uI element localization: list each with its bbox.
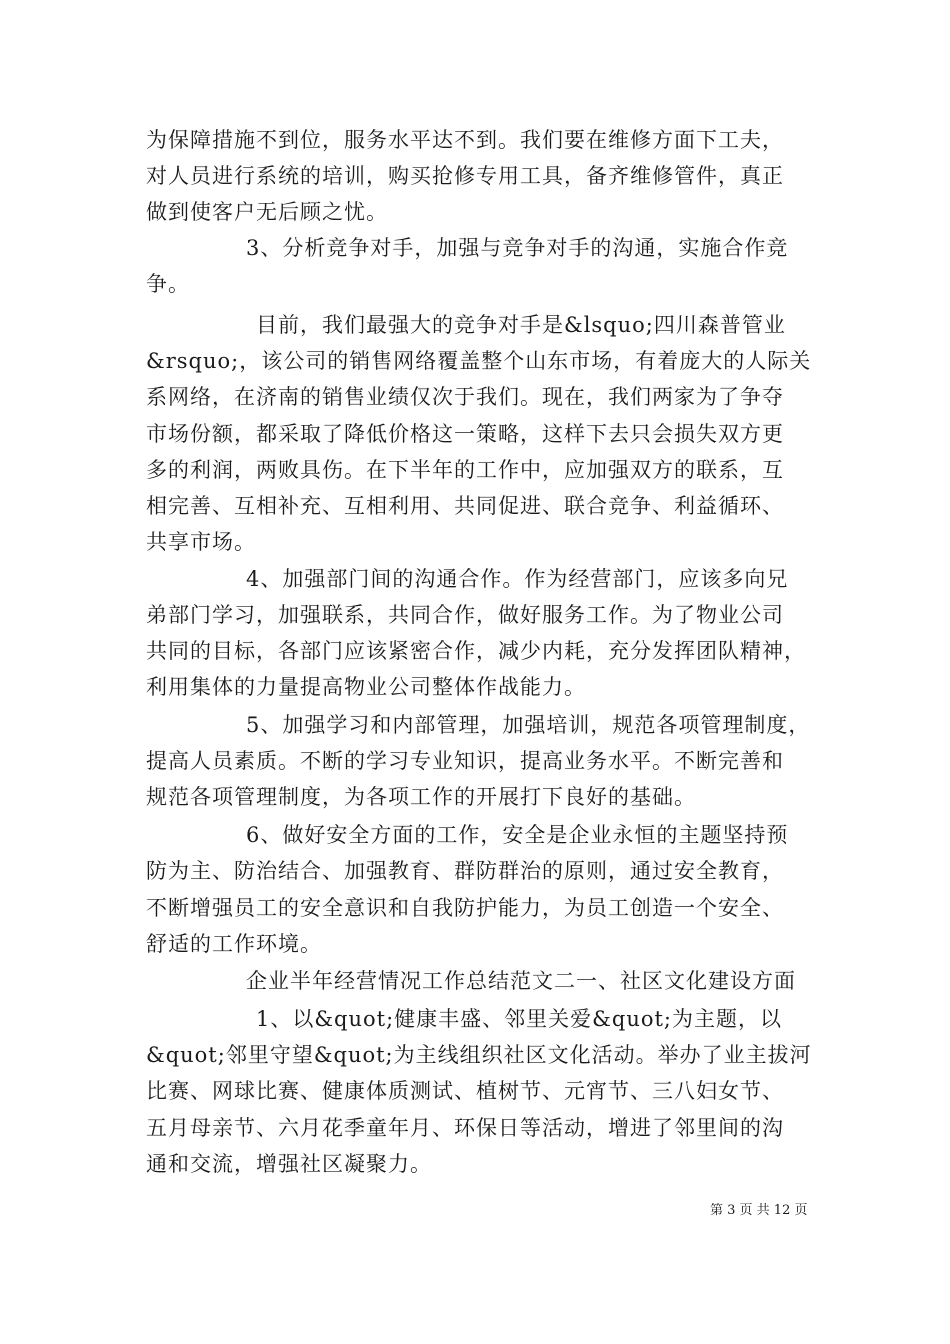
text-line: 市场份额，都采取了降低价格这一策略，这样下去只会损失双方更 xyxy=(146,422,784,446)
text-line: 五月母亲节、六月花季童年月、环保日等活动，增进了邻里间的沟 xyxy=(146,1116,784,1140)
text-line: 为保障措施不到位，服务水平达不到。我们要在维修方面下工夫， xyxy=(146,128,784,152)
text-line: 争。 xyxy=(146,272,190,296)
section-heading: 企业半年经营情况工作总结范文二一、社区文化建设方面 xyxy=(246,969,796,993)
text-line: 共同的目标，各部门应该紧密合作，减少内耗，充分发挥团队精神， xyxy=(146,639,806,663)
text-line: 规范各项管理制度，为各项工作的开展打下良好的基础。 xyxy=(146,785,696,809)
text-line: 防为主、防治结合、加强教育、群防群治的原则，通过安全教育， xyxy=(146,859,784,883)
text-line: 共享市场。 xyxy=(146,530,256,554)
text-line: 3、分析竞争对手，加强与竞争对手的沟通，实施合作竞 xyxy=(246,236,789,260)
page-number: 第 3 页 共 12 页 xyxy=(710,1203,808,1218)
text-line: 6、做好安全方面的工作，安全是企业永恒的主题坚持预 xyxy=(246,823,789,847)
text-line: 对人员进行系统的培训，购买抢修专用工具，备齐维修管件，真正 xyxy=(146,164,784,188)
text-line: &rsquo;，该公司的销售网络覆盖整个山东市场，有着庞大的人际关 xyxy=(146,349,812,373)
text-line: 相完善、互相补充、互相利用、共同促进、联合竞争、利益循环、 xyxy=(146,494,784,518)
text-line: &quot;邻里守望&quot;为主线组织社区文化活动。举办了业主拔河 xyxy=(146,1043,812,1067)
text-line: 通和交流，增强社区凝聚力。 xyxy=(146,1152,432,1176)
text-line: 系网络，在济南的销售业绩仅次于我们。现在，我们两家为了争夺 xyxy=(146,385,784,409)
text-line: 不断增强员工的安全意识和自我防护能力，为员工创造一个安全、 xyxy=(146,896,784,920)
text-line: 5、加强学习和内部管理，加强培训，规范各项管理制度， xyxy=(246,713,811,737)
text-line: 舒适的工作环境。 xyxy=(146,932,322,956)
text-line: 目前，我们最强大的竞争对手是&lsquo;四川森普管业 xyxy=(256,313,786,337)
text-line: 多的利润，两败具伤。在下半年的工作中，应加强双方的联系，互 xyxy=(146,458,784,482)
text-line: 4、加强部门间的沟通合作。作为经营部门，应该多向兄 xyxy=(246,567,789,591)
text-line: 弟部门学习，加强联系，共同合作，做好服务工作。为了物业公司 xyxy=(146,603,784,627)
text-line: 1、以&quot;健康丰盛、邻里关爱&quot;为主题，以 xyxy=(256,1007,782,1031)
text-line: 做到使客户无后顾之忧。 xyxy=(146,200,388,224)
text-line: 提高人员素质。不断的学习专业知识，提高业务水平。不断完善和 xyxy=(146,749,784,773)
text-line: 比赛、网球比赛、健康体质测试、植树节、元宵节、三八妇女节、 xyxy=(146,1079,784,1103)
text-line: 利用集体的力量提高物业公司整体作战能力。 xyxy=(146,675,586,699)
